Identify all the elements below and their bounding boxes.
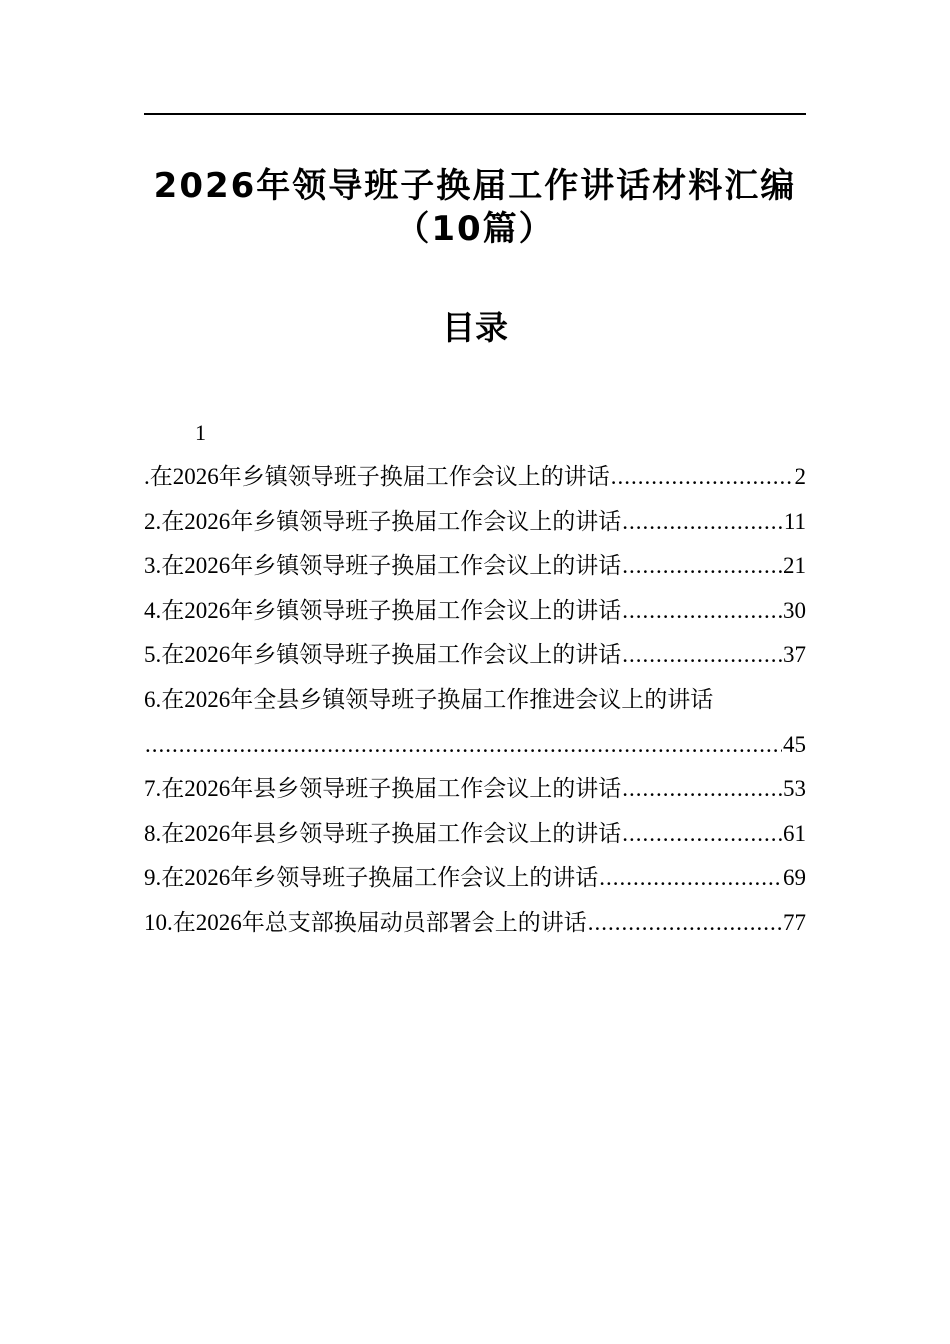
toc-entry-page: 45 bbox=[783, 731, 806, 757]
toc-entry-page: 30 bbox=[783, 597, 806, 623]
toc-entry[interactable] bbox=[144, 500, 806, 545]
toc-entry[interactable] bbox=[144, 901, 806, 946]
toc-entry-page: 21 bbox=[783, 553, 806, 579]
toc-entry-title: 9.在2026年乡领导班子换届工作会议上的讲话 bbox=[144, 865, 599, 891]
toc-entry[interactable] bbox=[144, 812, 806, 857]
toc-leader-dots bbox=[622, 633, 782, 678]
toc-entry-continuation[interactable] bbox=[144, 723, 806, 768]
toc-entry-title: 5.在2026年乡镇领导班子换届工作会议上的讲话 bbox=[144, 642, 622, 668]
toc-entry-title: 8.在2026年县乡领导班子换届工作会议上的讲话 bbox=[144, 820, 622, 846]
toc-entry[interactable] bbox=[144, 589, 806, 634]
toc-leader-dots bbox=[622, 589, 782, 634]
toc-entry[interactable] bbox=[144, 678, 806, 723]
toc-heading: 目录 bbox=[442, 308, 508, 347]
toc-entry-title: 3.在2026年乡镇领导班子换届工作会议上的讲话 bbox=[144, 553, 622, 579]
toc-leader-dots bbox=[622, 500, 783, 545]
toc-entry-page: 37 bbox=[783, 642, 806, 668]
toc-entry-page: 61 bbox=[783, 820, 806, 846]
toc-entry-page: 69 bbox=[783, 865, 806, 891]
toc-entry-title: .在2026年乡镇领导班子换届工作会议上的讲话 bbox=[144, 464, 610, 489]
toc-entry-title: 7.在2026年县乡领导班子换届工作会议上的讲话 bbox=[144, 776, 622, 802]
toc-leader-dots bbox=[611, 455, 794, 500]
toc-entry-page: 2 bbox=[794, 464, 806, 489]
toc-entry-page: 11 bbox=[783, 508, 806, 534]
document-title-line1: 2026年领导班子换届工作讲话材料汇编 bbox=[153, 166, 797, 206]
toc-entry-title: 10.在2026年总支部换届动员部署会上的讲话 bbox=[144, 909, 587, 935]
toc-entry[interactable] bbox=[144, 544, 806, 589]
toc-entry[interactable] bbox=[144, 455, 806, 500]
toc-entry-title: 2.在2026年乡镇领导班子换届工作会议上的讲话 bbox=[144, 508, 622, 534]
toc-leader-dots bbox=[145, 723, 782, 768]
toc-entry-page: 53 bbox=[783, 776, 806, 802]
toc-entry[interactable] bbox=[144, 856, 806, 901]
toc-leader-dots bbox=[622, 767, 782, 812]
toc-entry-title: 4.在2026年乡镇领导班子换届工作会议上的讲话 bbox=[144, 597, 622, 623]
document-title-line2: （10篇） bbox=[395, 209, 555, 249]
toc-entry-title: 6.在2026年全县乡镇领导班子换届工作推进会议上的讲话 bbox=[144, 686, 714, 712]
stray-number: 1 bbox=[195, 420, 206, 445]
toc-entry[interactable] bbox=[144, 767, 806, 812]
toc-leader-dots bbox=[599, 856, 782, 901]
toc-leader-dots bbox=[588, 901, 782, 946]
table-of-contents bbox=[144, 455, 806, 946]
toc-leader-dots bbox=[622, 544, 782, 589]
toc-entry[interactable] bbox=[144, 633, 806, 678]
toc-entry-page: 77 bbox=[783, 909, 806, 935]
toc-leader-dots bbox=[622, 812, 782, 857]
header-rule bbox=[144, 113, 806, 115]
